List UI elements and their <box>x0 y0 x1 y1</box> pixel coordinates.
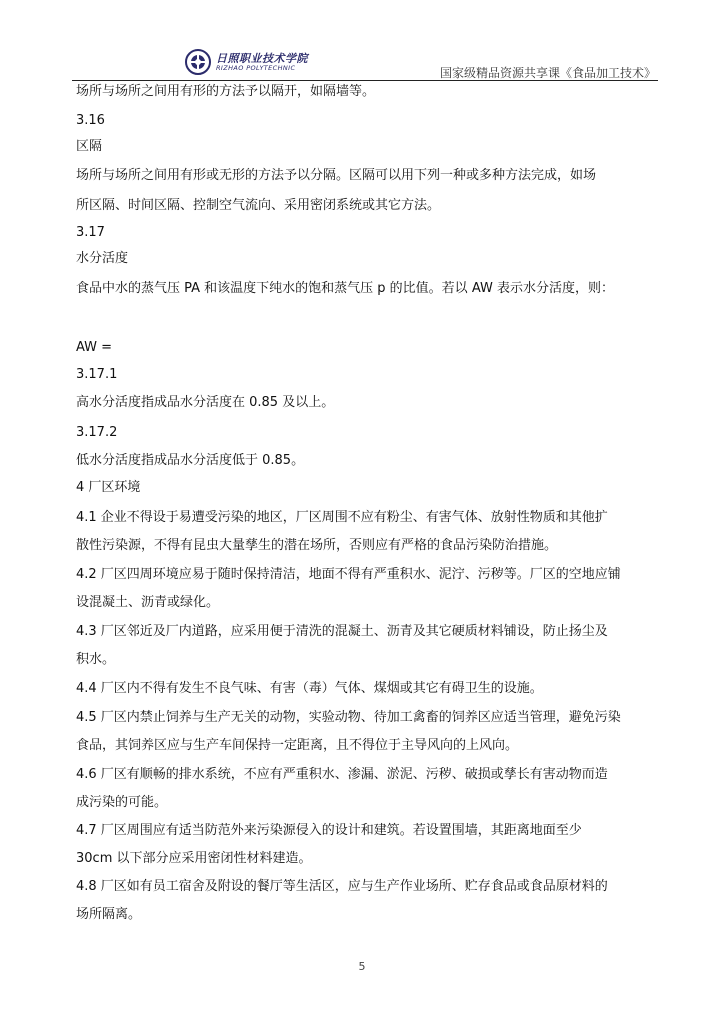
text-line: 设混凝土、沥青或绿化。 <box>76 595 220 610</box>
text-line: 场所与场所之间用有形或无形的方法予以分隔。区隔可以用下列一种或多种方法完成，如场 <box>76 168 597 183</box>
text-line: 4.4 厂区内不得有发生不良气味、有害（毒）气体、煤烟或其它有碍卫生的设施。 <box>76 681 543 696</box>
section-number: 3.16 <box>76 113 105 128</box>
text-line: 30cm 以下部分应采用密闭性材料建造。 <box>76 851 312 866</box>
section-number: 3.17.1 <box>76 367 118 382</box>
school-emblem-icon <box>184 48 212 76</box>
text-line: 4.3 厂区邻近及厂内道路，应采用便于清洗的混凝土、沥青及其它硬质材料铺设，防止扬尘及 <box>76 624 608 639</box>
header-divider <box>72 80 658 81</box>
page-header <box>72 44 658 80</box>
text-line: 4.1 企业不得设于易遭受污染的地区，厂区周围不应有粉尘、有害气体、放射性物质和其他扩 <box>76 510 608 525</box>
text-line: 食品中水的蒸气压 PA 和该温度下纯水的饱和蒸气压 p 的比值。若以 AW 表示水分活度，则： <box>76 281 614 296</box>
course-title: 国家级精品资源共享课《食品加工技术》 <box>439 66 656 80</box>
formula-line: AW = <box>76 340 113 355</box>
text-line: 4.5 厂区内禁止饲养与生产无关的动物，实验动物、待加工禽畜的饲养区应适当管理，避免污染 <box>76 710 621 725</box>
text-line: 4.6 厂区有顺畅的排水系统，不应有严重积水、渗漏、淤泥、污秽、破损或孳长有害动物而造 <box>76 767 608 782</box>
term-heading: 水分活度 <box>76 251 129 266</box>
page-number: 5 <box>358 960 366 973</box>
text-line: 高水分活度指成品水分活度在 0.85 及以上。 <box>76 395 335 410</box>
text-line: 积水。 <box>76 652 116 667</box>
text-line: 食品，其饲养区应与生产车间保持一定距离，且不得位于主导风向的上风向。 <box>76 738 519 753</box>
term-heading: 区隔 <box>76 139 103 154</box>
text-line: 4.7 厂区周围应有适当防范外来污染源侵入的设计和建筑。若设置围墙，其距离地面至少 <box>76 823 582 838</box>
school-logo <box>184 48 334 78</box>
text-line: 成污染的可能。 <box>76 795 168 810</box>
text-line: 4.2 厂区四周环境应易于随时保持清洁，地面不得有严重积水、泥泞、污秽等。厂区的空地应铺 <box>76 567 621 582</box>
text-line: 散性污染源，不得有昆虫大量孳生的潜在场所，否则应有严格的食品污染防治措施。 <box>76 538 558 553</box>
school-name-en: RIZHAO POLYTECHNIC <box>216 64 296 72</box>
school-name-cn: 日照职业技术学院 <box>216 52 308 65</box>
text-line: 场所与场所之间用有形的方法予以隔开，如隔墙等。 <box>76 84 376 99</box>
text-line: 场所隔离。 <box>76 907 142 922</box>
text-line: 低水分活度指成品水分活度低于 0.85。 <box>76 453 305 468</box>
text-line: 所区隔、时间区隔、控制空气流向、采用密闭系统或其它方法。 <box>76 198 441 213</box>
section-number: 3.17 <box>76 225 105 240</box>
section-number: 3.17.2 <box>76 425 118 440</box>
chapter-heading: 4 厂区环境 <box>76 480 141 495</box>
text-line: 4.8 厂区如有员工宿舍及附设的餐厅等生活区，应与生产作业场所、贮存食品或食品原材料的 <box>76 879 608 894</box>
